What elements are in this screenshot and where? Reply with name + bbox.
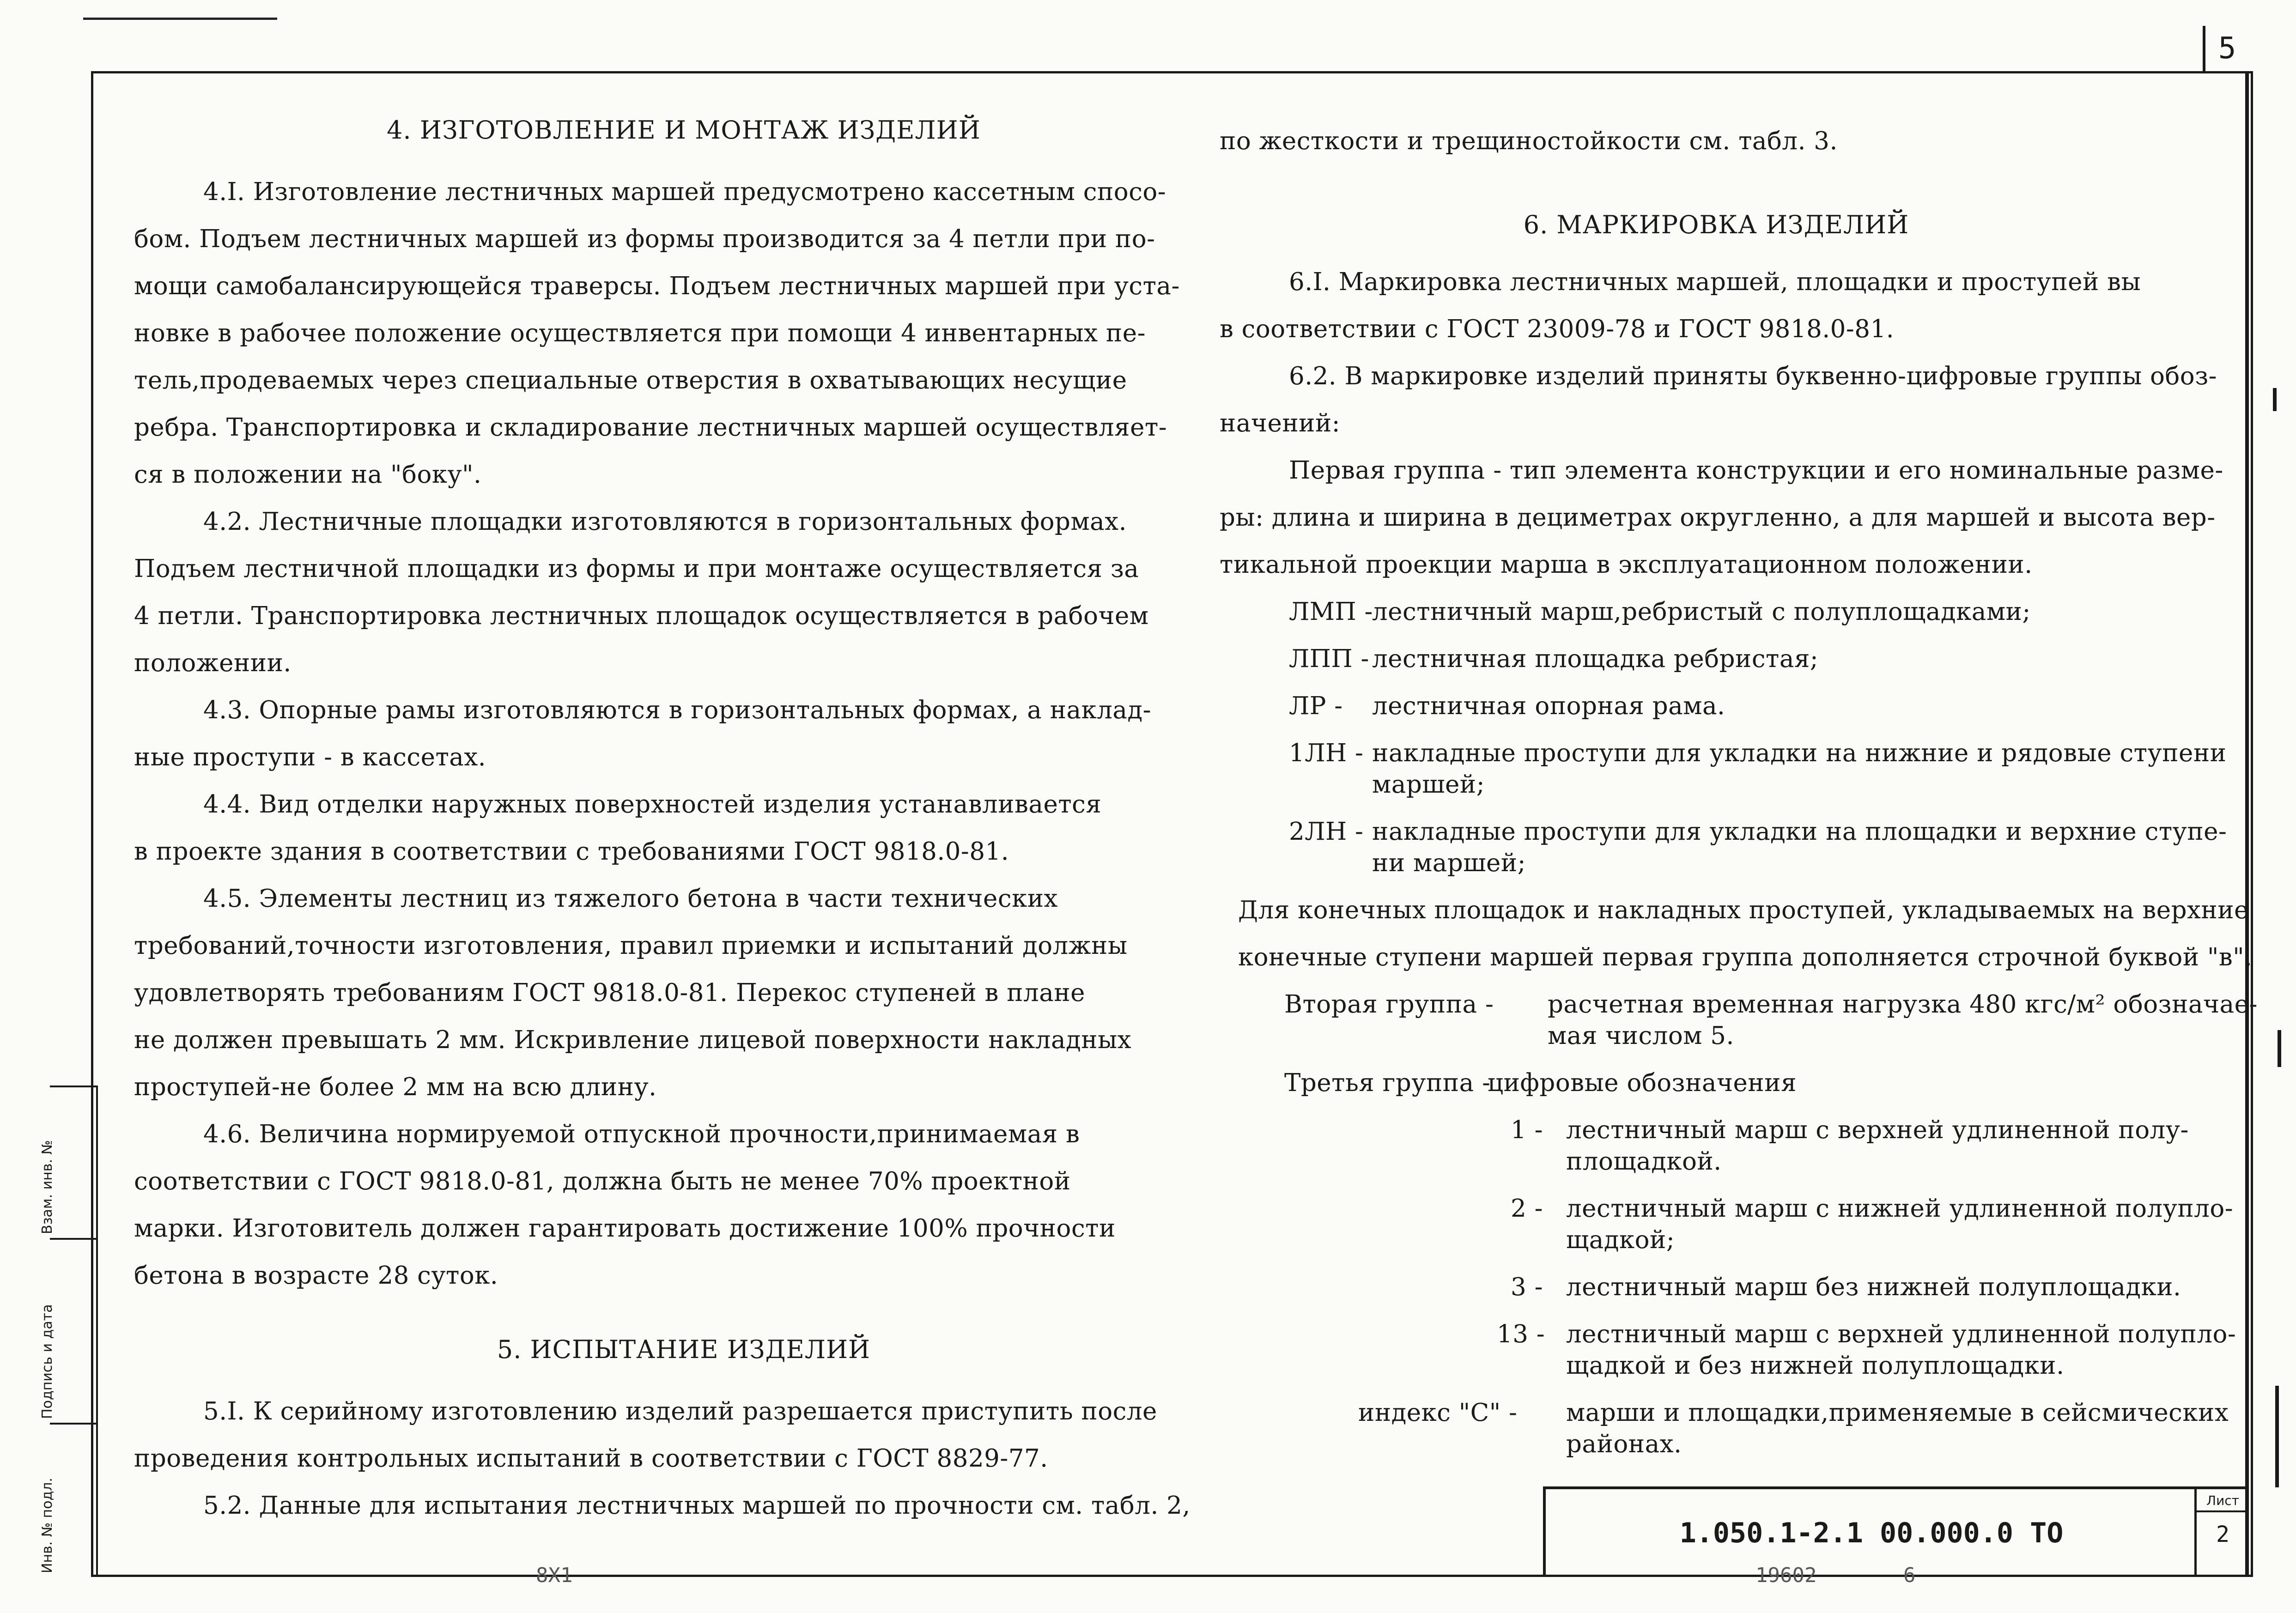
continuation-line: по жесткости и трещиностойкости см. табл. 3. xyxy=(1220,127,1838,155)
digit-code: 13 - xyxy=(1497,1320,1545,1348)
text-line: бом. Подъем лестничных маршей из формы производится за 4 петли при по- xyxy=(134,225,1155,253)
bottom-note-mid: 19602 xyxy=(1755,1564,1817,1587)
text-line: марки. Изготовитель должен гарантировать достижение 100% прочности xyxy=(134,1214,1116,1243)
strip-label: Подпись и дата xyxy=(39,1304,55,1419)
text-line: положении. xyxy=(134,649,292,677)
index-text: районах. xyxy=(1566,1430,1682,1458)
index-text: марши и площадки,применяемые в сейсмических xyxy=(1566,1399,2229,1427)
section-6-heading: 6. МАРКИРОВКА ИЗДЕЛИЙ xyxy=(1523,210,1909,239)
code-label: 2ЛН - xyxy=(1289,818,1364,846)
text-line: в проекте здания в соответствии с требованиями ГОСТ 9818.0-81. xyxy=(134,837,1009,866)
binding-strip xyxy=(39,1085,98,1577)
digit-text: лестничный марш с верхней удлиненной полупло- xyxy=(1566,1320,2236,1348)
group-label: Третья группа - xyxy=(1284,1069,1491,1097)
text-line: 4 петли. Транспортировка лестничных площадок осуществляется в рабочем xyxy=(134,602,1149,630)
text-line: начений: xyxy=(1220,409,1341,437)
text-line: требований,точности изготовления, правил приемки и испытаний должны xyxy=(134,932,1128,960)
margin-mark xyxy=(2273,388,2277,411)
digit-text: площадкой. xyxy=(1566,1147,1722,1176)
digit-code: 2 - xyxy=(1511,1195,1543,1223)
code-label: 1ЛН - xyxy=(1289,739,1364,767)
text-line: 4.6. Величина нормируемой отпускной прочности,принимаемая в xyxy=(203,1120,1080,1148)
strip-cell-replace xyxy=(39,1085,96,1238)
text-line: не должен превышать 2 мм. Искривление лицевой поверхности накладных xyxy=(134,1026,1132,1054)
sheet-cell xyxy=(2194,1489,2249,1577)
section-5-heading: 5. ИСПЫТАНИЕ ИЗДЕЛИЙ xyxy=(497,1335,871,1364)
page-number: 5 xyxy=(2203,26,2249,71)
digit-text: щадкой и без нижней полуплощадки. xyxy=(1566,1352,2065,1380)
digit-code: 1 - xyxy=(1511,1116,1543,1144)
section-4-heading: 4. ИЗГОТОВЛЕНИЕ И МОНТАЖ ИЗДЕЛИЙ xyxy=(387,115,981,145)
strip-cell-inv xyxy=(39,1423,96,1577)
text-line: ребра. Транспортировка и складирование лестничных маршей осуществляет- xyxy=(134,413,1167,442)
code-text: лестничная площадка ребристая; xyxy=(1372,645,1819,673)
index-label: индекс "С" - xyxy=(1358,1399,1518,1427)
text-line: тель,продеваемых через специальные отверстия в охватывающих несущие xyxy=(134,366,1127,394)
text-line: бетона в возрасте 28 суток. xyxy=(134,1261,498,1290)
digit-text: лестничный марш с верхней удлиненной полу- xyxy=(1566,1116,2189,1144)
group-text: цифровые обозначения xyxy=(1488,1069,1797,1097)
digit-text: лестничный марш без нижней полуплощадки. xyxy=(1566,1273,2181,1301)
text-line: 5.I. К серийному изготовлению изделий разрешается приступить после xyxy=(203,1397,1157,1425)
bottom-note-left: 8X1 xyxy=(536,1564,573,1587)
code-text: накладные проступи для укладки на площадки и верхние ступе- xyxy=(1372,818,2227,846)
text-line: проведения контрольных испытаний в соответствии с ГОСТ 8829-77. xyxy=(134,1444,1048,1473)
text-line: 6.I. Маркировка лестничных маршей, площадки и проступей вы xyxy=(1289,268,2141,296)
group-text: расчетная временная нагрузка 480 кгс/м² обозначае- xyxy=(1548,990,2258,1019)
bottom-note-right: 6 xyxy=(1903,1564,1916,1587)
text-line: 6.2. В маркировке изделий приняты буквенно-цифровые группы обоз- xyxy=(1289,362,2217,390)
code-label: ЛПП - xyxy=(1289,645,1369,673)
text-line: ся в положении на "боку". xyxy=(134,461,482,489)
title-block xyxy=(1543,1486,2249,1577)
strip-label: Инв. № подл. xyxy=(39,1478,55,1573)
text-line: ные проступи - в кассетах. xyxy=(134,743,486,771)
strip-cell-sign xyxy=(39,1238,96,1423)
text-line: 4.3. Опорные рамы изготовляются в горизонтальных формах, а наклад- xyxy=(203,696,1152,724)
strip-label: Взам. инв. № xyxy=(39,1140,55,1234)
text-line: 5.2. Данные для испытания лестничных маршей по прочности см. табл. 2, xyxy=(203,1492,1191,1520)
code-text: лестничный марш,ребристый с полуплощадками; xyxy=(1372,598,2031,626)
digit-text: щадкой; xyxy=(1566,1226,1675,1254)
text-line: проступей-не более 2 мм на всю длину. xyxy=(134,1073,657,1101)
group-label: Вторая группа - xyxy=(1284,990,1494,1019)
text-line: Подъем лестничной площадки из формы и при монтаже осуществляется за xyxy=(134,555,1139,583)
text-line: соответствии с ГОСТ 9818.0-81, должна быть не менее 70% проектной xyxy=(134,1167,1071,1195)
code-text: накладные проступи для укладки на нижние и рядовые ступени xyxy=(1372,739,2227,767)
text-line: ры: длина и ширина в дециметрах округленно, а для маршей и высота вер- xyxy=(1220,503,2216,532)
code-text: маршей; xyxy=(1372,770,1485,799)
text-line: Для конечных площадок и накладных проступей, укладываемых на верхние xyxy=(1238,896,2249,924)
document-code: 1.050.1-2.1 00.000.0 ТО xyxy=(1679,1517,2064,1549)
text-line: 4.4. Вид отделки наружных поверхностей изделия устанавливается xyxy=(203,790,1102,819)
margin-mark xyxy=(2278,1030,2281,1067)
text-line: 4.2. Лестничные площадки изготовляются в горизонтальных формах. xyxy=(203,508,1127,536)
text-line: 4.I. Изготовление лестничных маршей предусмотрено кассетным спосо- xyxy=(203,178,1166,206)
digit-text: лестничный марш с нижней удлиненной полупло- xyxy=(1566,1195,2234,1223)
right-frame-rule xyxy=(2245,71,2249,1577)
code-text: лестничная опорная рама. xyxy=(1372,692,1725,720)
text-line: мощи самобалансирующейся траверсы. Подъем лестничных маршей при уста- xyxy=(134,272,1180,300)
sheet-label: Лист xyxy=(2197,1489,2249,1512)
text-line: тикальной проекции марша в эксплуатационном положении. xyxy=(1220,551,2033,579)
text-line: 4.5. Элементы лестниц из тяжелого бетона в части технических xyxy=(203,885,1058,913)
text-line: удовлетворять требованиям ГОСТ 9818.0-81. Перекос ступеней в плане xyxy=(134,979,1086,1007)
code-label: ЛР - xyxy=(1289,692,1343,720)
group-text: мая числом 5. xyxy=(1548,1022,1734,1050)
digit-code: 3 - xyxy=(1511,1273,1543,1301)
margin-mark xyxy=(2275,1386,2279,1487)
text-line: новке в рабочее положение осуществляется при помощи 4 инвентарных пе- xyxy=(134,319,1146,347)
text-line: конечные ступени маршей первая группа дополняется строчной буквой "в". xyxy=(1238,943,2253,971)
top-rule xyxy=(83,18,277,20)
text-line: Первая группа - тип элемента конструкции и его номинальные разме- xyxy=(1289,456,2223,485)
sheet-number: 2 xyxy=(2216,1522,2229,1547)
code-text: ни маршей; xyxy=(1372,849,1526,877)
text-line: в соответствии с ГОСТ 23009-78 и ГОСТ 9818.0-81. xyxy=(1220,315,1895,343)
code-label: ЛМП - xyxy=(1289,598,1373,626)
